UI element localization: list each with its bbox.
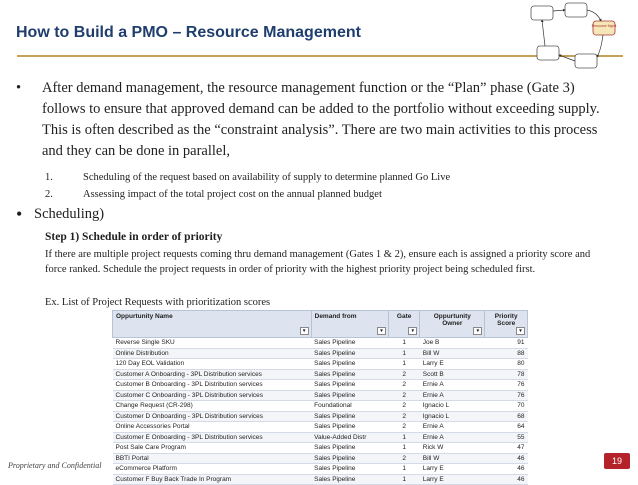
cell-priority-score: 46 <box>485 453 528 464</box>
filter-dropdown-icon[interactable]: ▾ <box>300 327 309 335</box>
cell-priority-score: 46 <box>485 464 528 475</box>
step-body: If there are multiple project requests coming thru demand management (Gates 1 & 2), ensure each is assigned a priority score and force ranked. Schedule the project requests in order of priority with the highest priority project being scheduled first. <box>45 249 591 275</box>
activity-number: 2. <box>45 189 53 200</box>
cell-gate: 2 <box>389 401 420 412</box>
cell-opportunity-name: Change Request (CR-298) <box>113 401 312 412</box>
cell-gate: 1 <box>389 359 420 370</box>
table-row <box>113 390 528 401</box>
cell-priority-score: 68 <box>485 411 528 422</box>
cell-opportunity-name: Online Accessories Portal <box>113 422 312 433</box>
cell-opportunity-name: 120 Day EOL Validation <box>113 359 312 370</box>
cell-priority-score: 88 <box>485 348 528 359</box>
table-row <box>113 474 528 485</box>
cell-opportunity-name: Online Distribution <box>113 348 312 359</box>
step-heading: Step 1) Schedule in order of priority <box>45 231 223 243</box>
table-row <box>113 348 528 359</box>
cell-owner: Ignacio L <box>420 401 485 412</box>
scheduling-heading: Scheduling) <box>34 206 105 222</box>
bullet-icon: • <box>16 80 22 96</box>
example-label: Ex. List of Project Requests with prioritization scores <box>45 297 271 308</box>
cell-gate: 1 <box>389 348 420 359</box>
cell-owner: Ernie A <box>420 390 485 401</box>
table-row <box>113 453 528 464</box>
cell-priority-score: 55 <box>485 432 528 443</box>
cell-demand-from: Sales Pipeline <box>311 359 388 370</box>
column-header[interactable]: Demand from ▾ <box>311 311 388 338</box>
cell-owner: Ignacio L <box>420 411 485 422</box>
cell-demand-from: Sales Pipeline <box>311 369 388 380</box>
cell-owner: Scott B <box>420 369 485 380</box>
column-header[interactable]: Priority Score ▾ <box>485 311 528 338</box>
cell-priority-score: 80 <box>485 359 528 370</box>
project-requests-table <box>112 310 528 485</box>
table-row <box>113 443 528 454</box>
intro-text: After demand management, the resource management function or the “Plan” phase (Gate 3) follows to ensure that approved demand can be added to the portfolio without exceeding supply. This is often described as the “constraint analysis”. There are two main activities to this process and they can be done in parallel, <box>42 80 600 159</box>
cell-gate: 1 <box>389 464 420 475</box>
cell-priority-score: 64 <box>485 422 528 433</box>
cell-demand-from: Sales Pipeline <box>311 453 388 464</box>
filter-dropdown-icon[interactable]: ▾ <box>473 327 482 335</box>
cell-gate: 1 <box>389 432 420 443</box>
activity-number: 1. <box>45 172 53 183</box>
sort-filter-icon[interactable]: ▾ <box>516 327 525 335</box>
cell-gate: 2 <box>389 380 420 391</box>
column-header[interactable]: Gate ▾ <box>389 311 420 338</box>
cell-demand-from: Sales Pipeline <box>311 390 388 401</box>
cell-opportunity-name: Customer F Buy Back Trade In Program <box>113 474 312 485</box>
cell-owner: Joe B <box>420 338 485 349</box>
cell-owner: Ernie A <box>420 380 485 391</box>
cell-opportunity-name: BBTI Portal <box>113 453 312 464</box>
cell-gate: 1 <box>389 443 420 454</box>
cell-opportunity-name: Customer C Onboarding - 3PL Distribution services <box>113 390 312 401</box>
cell-priority-score: 76 <box>485 380 528 391</box>
table-row <box>113 338 528 349</box>
cell-demand-from: Sales Pipeline <box>311 464 388 475</box>
cell-priority-score: 78 <box>485 369 528 380</box>
cell-demand-from: Foundational <box>311 401 388 412</box>
cell-gate: 2 <box>389 422 420 433</box>
table-row <box>113 401 528 412</box>
cell-priority-score: 46 <box>485 474 528 485</box>
cell-opportunity-name: Customer E Onboarding - 3PL Distribution services <box>113 432 312 443</box>
process-cycle-diagram <box>527 2 635 72</box>
cell-priority-score: 76 <box>485 390 528 401</box>
page-number-badge: 19 <box>604 453 630 469</box>
table-row <box>113 369 528 380</box>
cell-gate: 2 <box>389 390 420 401</box>
cell-demand-from: Value-Added Distr <box>311 432 388 443</box>
cell-owner: Larry E <box>420 359 485 370</box>
cell-gate: 2 <box>389 369 420 380</box>
cell-priority-score: 91 <box>485 338 528 349</box>
cell-gate: 1 <box>389 474 420 485</box>
column-header[interactable]: Oppurtunity Name ▾ <box>113 311 312 338</box>
activity-text: Scheduling of the request based on availability of supply to determine planned Go Live <box>83 172 451 183</box>
cell-opportunity-name: Post Sale Care Program <box>113 443 312 454</box>
slide-title: How to Build a PMO – Resource Management <box>16 24 361 41</box>
cell-owner: Larry E <box>420 464 485 475</box>
cell-owner: Larry E <box>420 474 485 485</box>
cell-demand-from: Sales Pipeline <box>311 348 388 359</box>
table-row <box>113 380 528 391</box>
filter-dropdown-icon[interactable]: ▾ <box>377 327 386 335</box>
filter-dropdown-icon[interactable]: ▾ <box>408 327 417 335</box>
cell-opportunity-name: Customer D Onboarding - 3PL Distribution services <box>113 411 312 422</box>
bullet-icon: • <box>16 204 23 224</box>
cell-priority-score: 70 <box>485 401 528 412</box>
cell-demand-from: Sales Pipeline <box>311 474 388 485</box>
table-row <box>113 359 528 370</box>
activity-text: Assessing impact of the total project cost on the annual planned budget <box>83 189 382 200</box>
cell-owner: Rick W <box>420 443 485 454</box>
footer-text: Proprietary and Confidential <box>8 461 102 470</box>
cell-gate: 1 <box>389 338 420 349</box>
cell-owner: Bill W <box>420 348 485 359</box>
table-row <box>113 411 528 422</box>
table-header-row <box>113 311 528 338</box>
cell-opportunity-name: Customer A Onboarding - 3PL Distribution services <box>113 369 312 380</box>
cell-priority-score: 47 <box>485 443 528 454</box>
cell-owner: Bill W <box>420 453 485 464</box>
cell-owner: Ernie A <box>420 432 485 443</box>
cell-demand-from: Sales Pipeline <box>311 380 388 391</box>
cell-demand-from: Sales Pipeline <box>311 411 388 422</box>
cycle-active-label: Resource Mgmt <box>591 24 617 28</box>
cell-gate: 2 <box>389 411 420 422</box>
cell-opportunity-name: eCommerce Platform <box>113 464 312 475</box>
cell-owner: Ernie A <box>420 422 485 433</box>
cell-demand-from: Sales Pipeline <box>311 443 388 454</box>
column-header[interactable]: Oppurtunity Owner ▾ <box>420 311 485 338</box>
table-row <box>113 422 528 433</box>
cell-demand-from: Sales Pipeline <box>311 422 388 433</box>
cell-opportunity-name: Reverse Single SKU <box>113 338 312 349</box>
cell-gate: 2 <box>389 453 420 464</box>
cell-opportunity-name: Customer B Onboarding - 3PL Distribution services <box>113 380 312 391</box>
table-row <box>113 432 528 443</box>
cell-demand-from: Sales Pipeline <box>311 338 388 349</box>
table-row <box>113 464 528 475</box>
